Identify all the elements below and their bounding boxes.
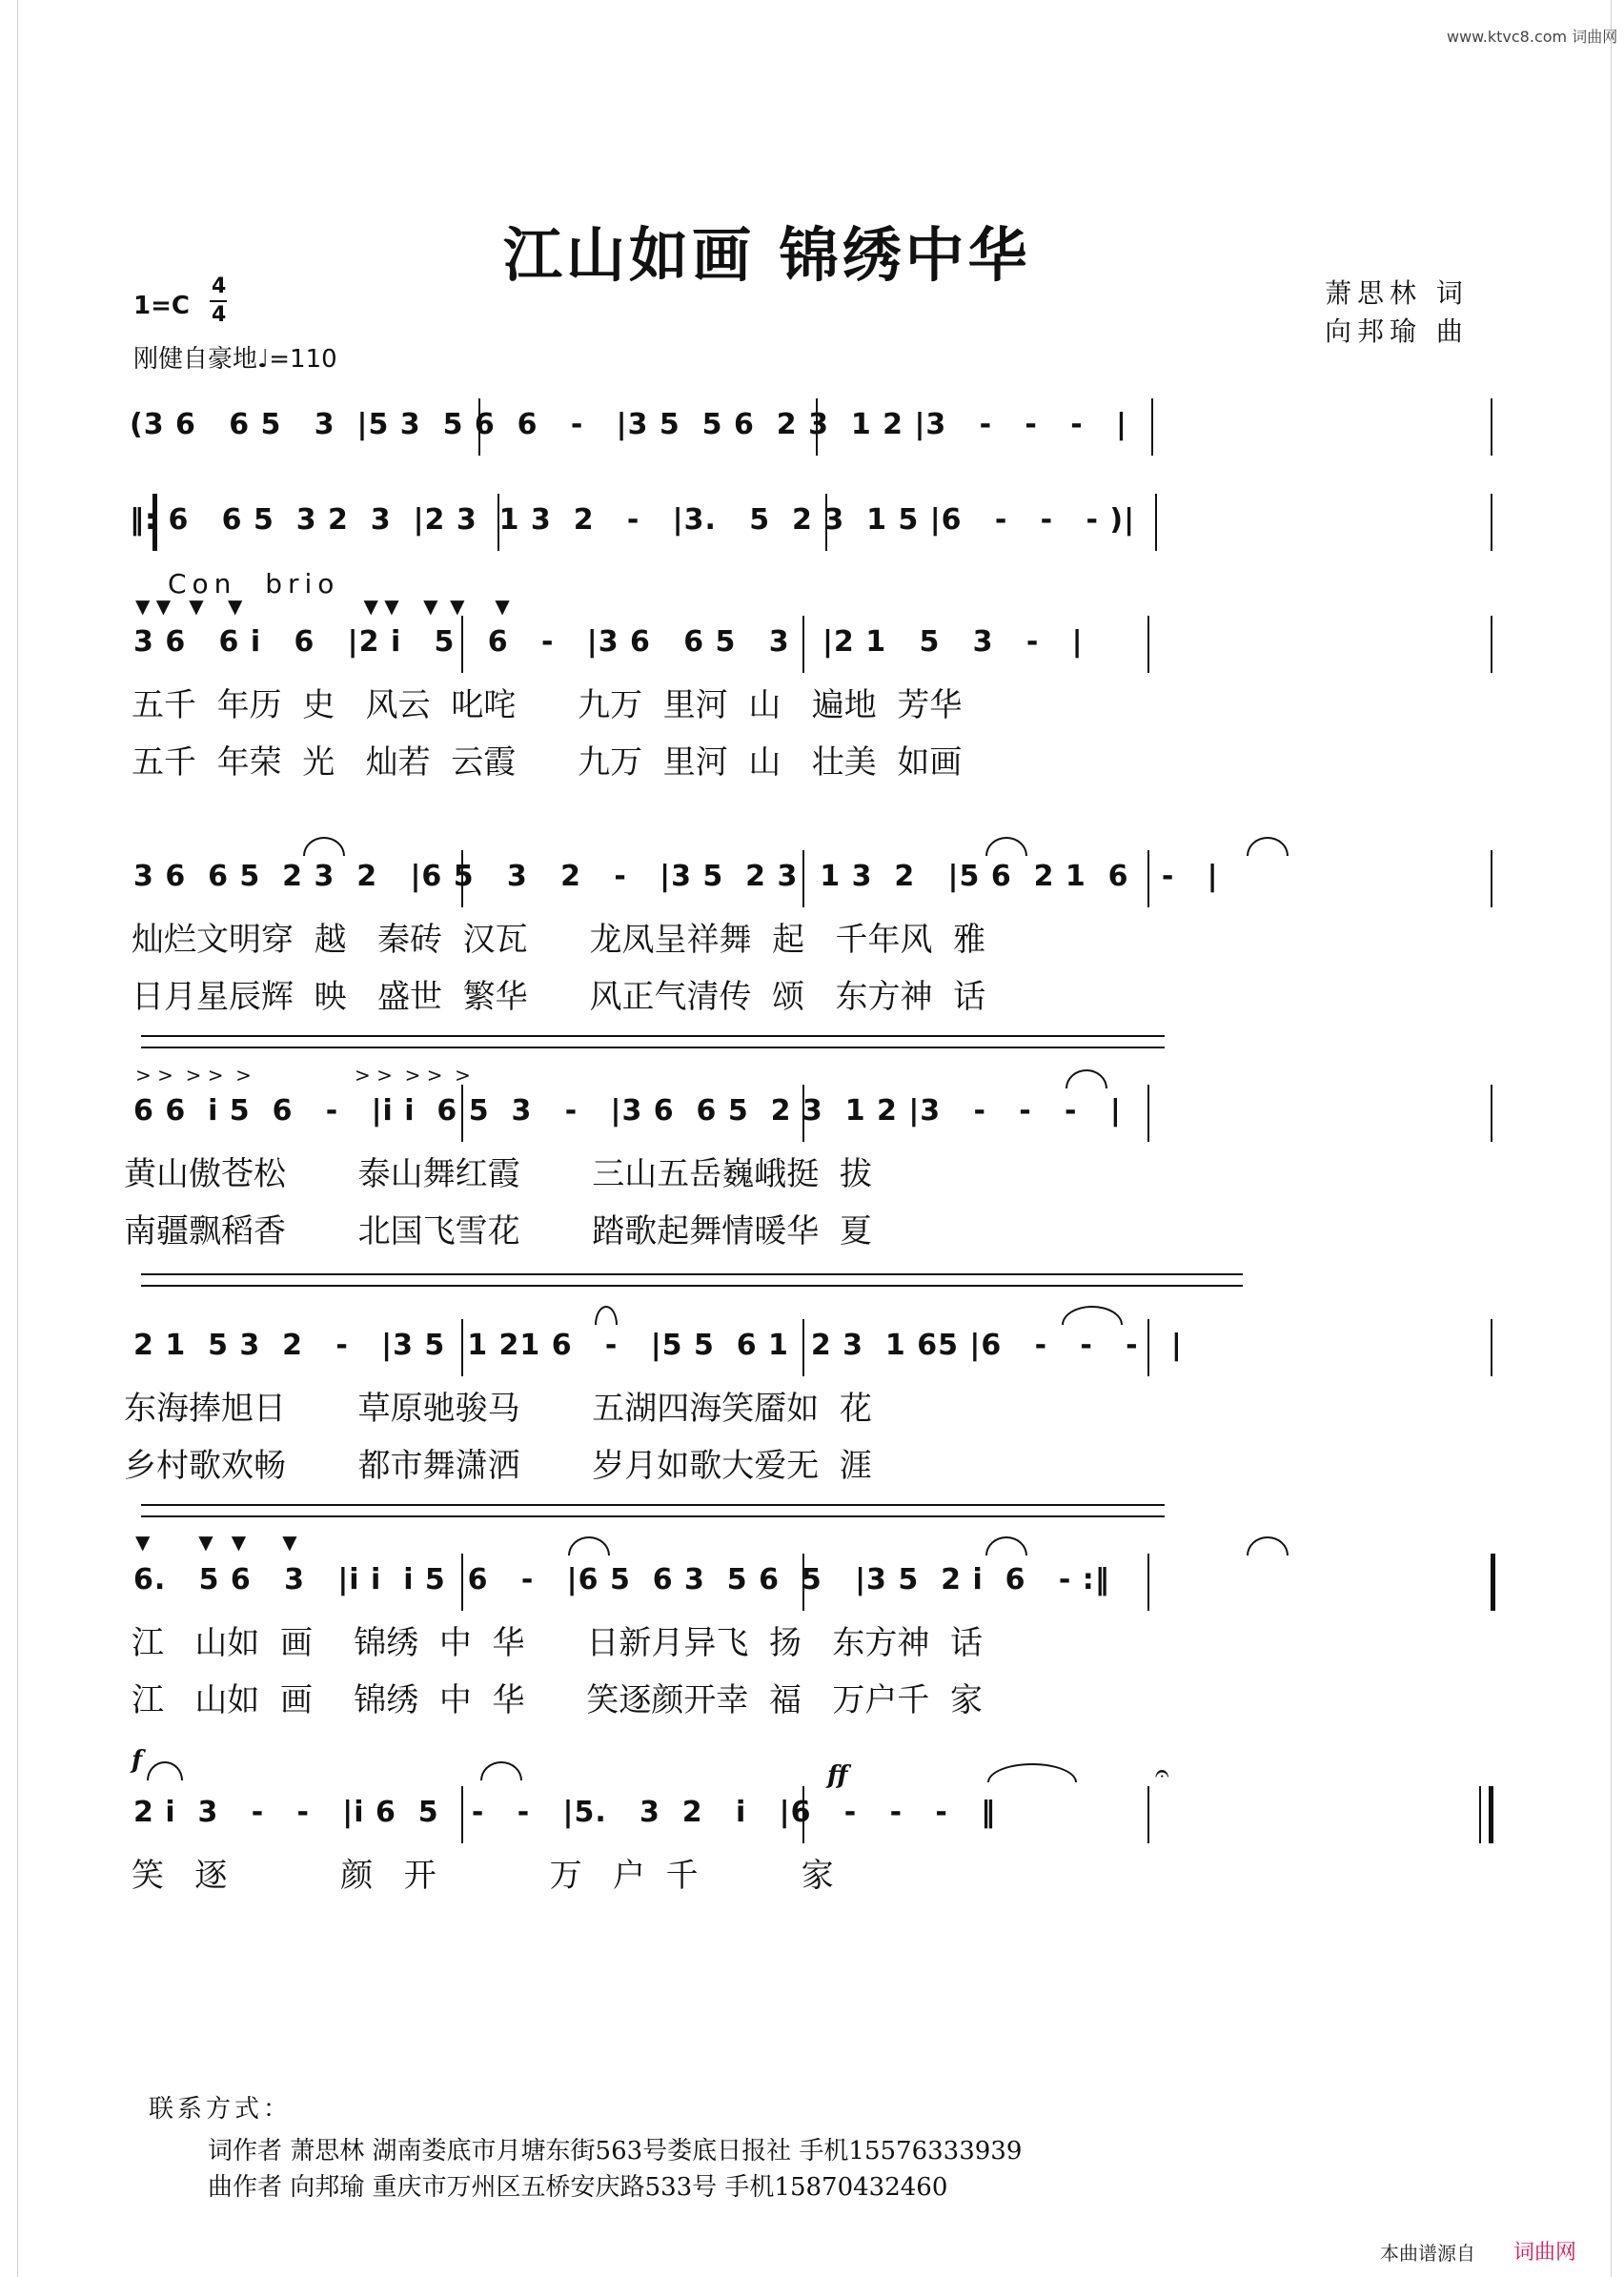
barline (478, 398, 480, 456)
divider-line (141, 1285, 1243, 1287)
divider-line (141, 1504, 1165, 1506)
repeat-end-bar (1491, 1554, 1495, 1611)
slur (147, 1761, 183, 1780)
slur (1062, 1306, 1123, 1325)
footer-source-label: 本曲谱源自 (1380, 2242, 1475, 2265)
contact-lyricist: 词作者 萧思林 湖南娄底市月塘东街563号娄底日报社 手机15576333939 (208, 2137, 1023, 2165)
barline (802, 1085, 804, 1142)
time-signature-top: 4 (212, 274, 227, 298)
barline (1147, 1085, 1149, 1142)
system-1-lyrics-2: 五千 年荣 光 灿若 云霞 九万 里河 山 壮美 如画 (132, 743, 963, 782)
header-site[interactable]: www.ktvc8.com 词曲网 (1447, 28, 1618, 46)
slur (1247, 1536, 1289, 1555)
page-title: 江山如画 锦绣中华 (503, 220, 1031, 290)
system-5-lyrics-1: 江 山如 画 锦绣 中 华 日新月异飞 扬 东方神 话 (132, 1624, 983, 1662)
repeat-start-bar (152, 494, 157, 551)
barline (461, 616, 463, 673)
barline (1151, 398, 1153, 456)
divider-line (141, 1273, 1243, 1275)
time-signature-bottom: 4 (212, 303, 227, 327)
fermata-icon: 𝄐 (1155, 1759, 1169, 1788)
barline (1491, 1319, 1492, 1376)
barline (1479, 1786, 1481, 1843)
system-1-notes: 3 6 6 i 6 |2 i 5 6 - |3 6 6 5 3 |2 1 5 3 - | (133, 625, 1084, 659)
system-2-lyrics-1: 灿烂文明穿 越 秦砖 汉瓦 龙凤呈祥舞 起 千年风 雅 (132, 921, 986, 959)
slur (985, 1536, 1027, 1555)
system-3-lyrics-2: 南疆飘稻香 北国飞雪花 踏歌起舞情暖华 夏 (124, 1212, 872, 1250)
system-5-notes: 6. 5 6 3 |i i i 5 6 - |6 5 6 3 5 6 5 |3 5 2 i 6 - :‖ (133, 1563, 1110, 1596)
barline (461, 1786, 463, 1843)
key-signature: 1=C (133, 292, 190, 320)
tie (987, 1763, 1077, 1782)
dynamic-ff: ff (827, 1761, 848, 1790)
barline (802, 1319, 804, 1376)
intro-line-2: ‖: 6 6 5 3 2 3 |2 3 1 3 2 - |3. 5 2 3 1 5 |6 - - - )| (130, 503, 1136, 537)
barline (461, 1319, 463, 1376)
barline (802, 616, 804, 673)
barline (1147, 616, 1149, 673)
system-6-notes: 2 i 3 - - |i 6 5 - - |5. 3 2 i |6 - - - ‖ (133, 1796, 997, 1829)
barline (1147, 1554, 1149, 1611)
slur (568, 1536, 610, 1555)
dynamic-f: f (132, 1746, 143, 1775)
system-1-lyrics-1: 五千 年历 史 风云 叱咤 九万 里河 山 遍地 芳华 (132, 686, 963, 724)
barline (461, 1554, 463, 1611)
barline (802, 1554, 804, 1611)
divider-line (141, 1035, 1165, 1037)
system-3-lyrics-1: 黄山傲苍松 泰山舞红霞 三山五岳巍峨挺 拔 (124, 1155, 872, 1193)
contact-heading: 联系方式： (149, 2095, 293, 2124)
system-4-lyrics-1: 东海捧旭日 草原驰骏马 五湖四海笑靥如 花 (124, 1390, 872, 1428)
barline (461, 850, 463, 907)
system-3-notes: 6 6 i 5 6 - |i i 6 5 3 - |3 6 6 5 2 3 1 2 |3 - - - | (133, 1094, 1122, 1128)
barline (497, 494, 499, 551)
expression-marking: Con brio (168, 568, 340, 600)
accent-marks: ▼ ▼ ▼ ▼ ▼ ▼ ▼ ▼ ▼ (135, 595, 510, 618)
system-4-lyrics-2: 乡村歌欢畅 都市舞潇洒 岁月如歌大爱无 涯 (124, 1447, 872, 1485)
barline (1155, 494, 1157, 551)
system-2-notes: 3 6 6 5 2 3 2 |6 5 3 2 - |3 5 2 3 1 3 2 |5 6 2 1 6 - | (133, 860, 1219, 893)
barline (1147, 850, 1149, 907)
barline (802, 1786, 804, 1843)
barline (1491, 616, 1492, 673)
accent-marks: ▼ ▼ ▼ ▼ (135, 1531, 297, 1554)
slur (480, 1761, 522, 1780)
barline (802, 850, 804, 907)
barline (825, 494, 827, 551)
accent-marks: > > > > > > > > > > (135, 1064, 471, 1087)
system-4-notes: 2 1 5 3 2 - |3 5 1 21 6 - |5 5 6 1 2 3 1 65 |6 - - - | (133, 1329, 1183, 1362)
contact-composer: 曲作者 向邦瑜 重庆市万州区五桥安庆路533号 手机15870432460 (208, 2173, 948, 2202)
final-bar (1489, 1786, 1493, 1843)
barline (816, 398, 818, 456)
slur (1247, 837, 1289, 856)
system-5-lyrics-2: 江 山如 画 锦绣 中 华 笑逐颜开幸 福 万户千 家 (132, 1681, 983, 1719)
composer-credit: 向邦瑜 曲 (1325, 315, 1469, 347)
barline (1491, 494, 1492, 551)
intro-line-1: (3 6 6 5 3 |5 3 5 6 6 - |3 5 5 6 2 3 1 2 |3 - - - | (130, 408, 1127, 441)
slur (1066, 1069, 1107, 1088)
barline (1491, 398, 1492, 456)
right-edge-rule (1611, 0, 1612, 2277)
time-signature-line (210, 300, 227, 302)
barline (461, 1085, 463, 1142)
divider-line (141, 1515, 1165, 1517)
barline (1147, 1786, 1149, 1843)
tempo-marking: 刚健自豪地♩=110 (133, 345, 337, 374)
footer-source-link[interactable]: 词曲网 (1513, 2241, 1577, 2265)
lyricist-credit: 萧思林 词 (1325, 277, 1469, 309)
barline (1491, 1085, 1492, 1142)
slur (303, 837, 345, 856)
divider-line (141, 1047, 1165, 1048)
system-2-lyrics-2: 日月星辰辉 映 盛世 繁华 风正气清传 颂 东方神 话 (132, 978, 986, 1016)
slur (985, 837, 1027, 856)
left-edge-rule (17, 0, 18, 2277)
system-6-lyrics-1: 笑 逐 颜 开 万 户 千 家 (132, 1857, 834, 1895)
slur (595, 1306, 618, 1325)
barline (1491, 850, 1492, 907)
barline (1147, 1319, 1149, 1376)
